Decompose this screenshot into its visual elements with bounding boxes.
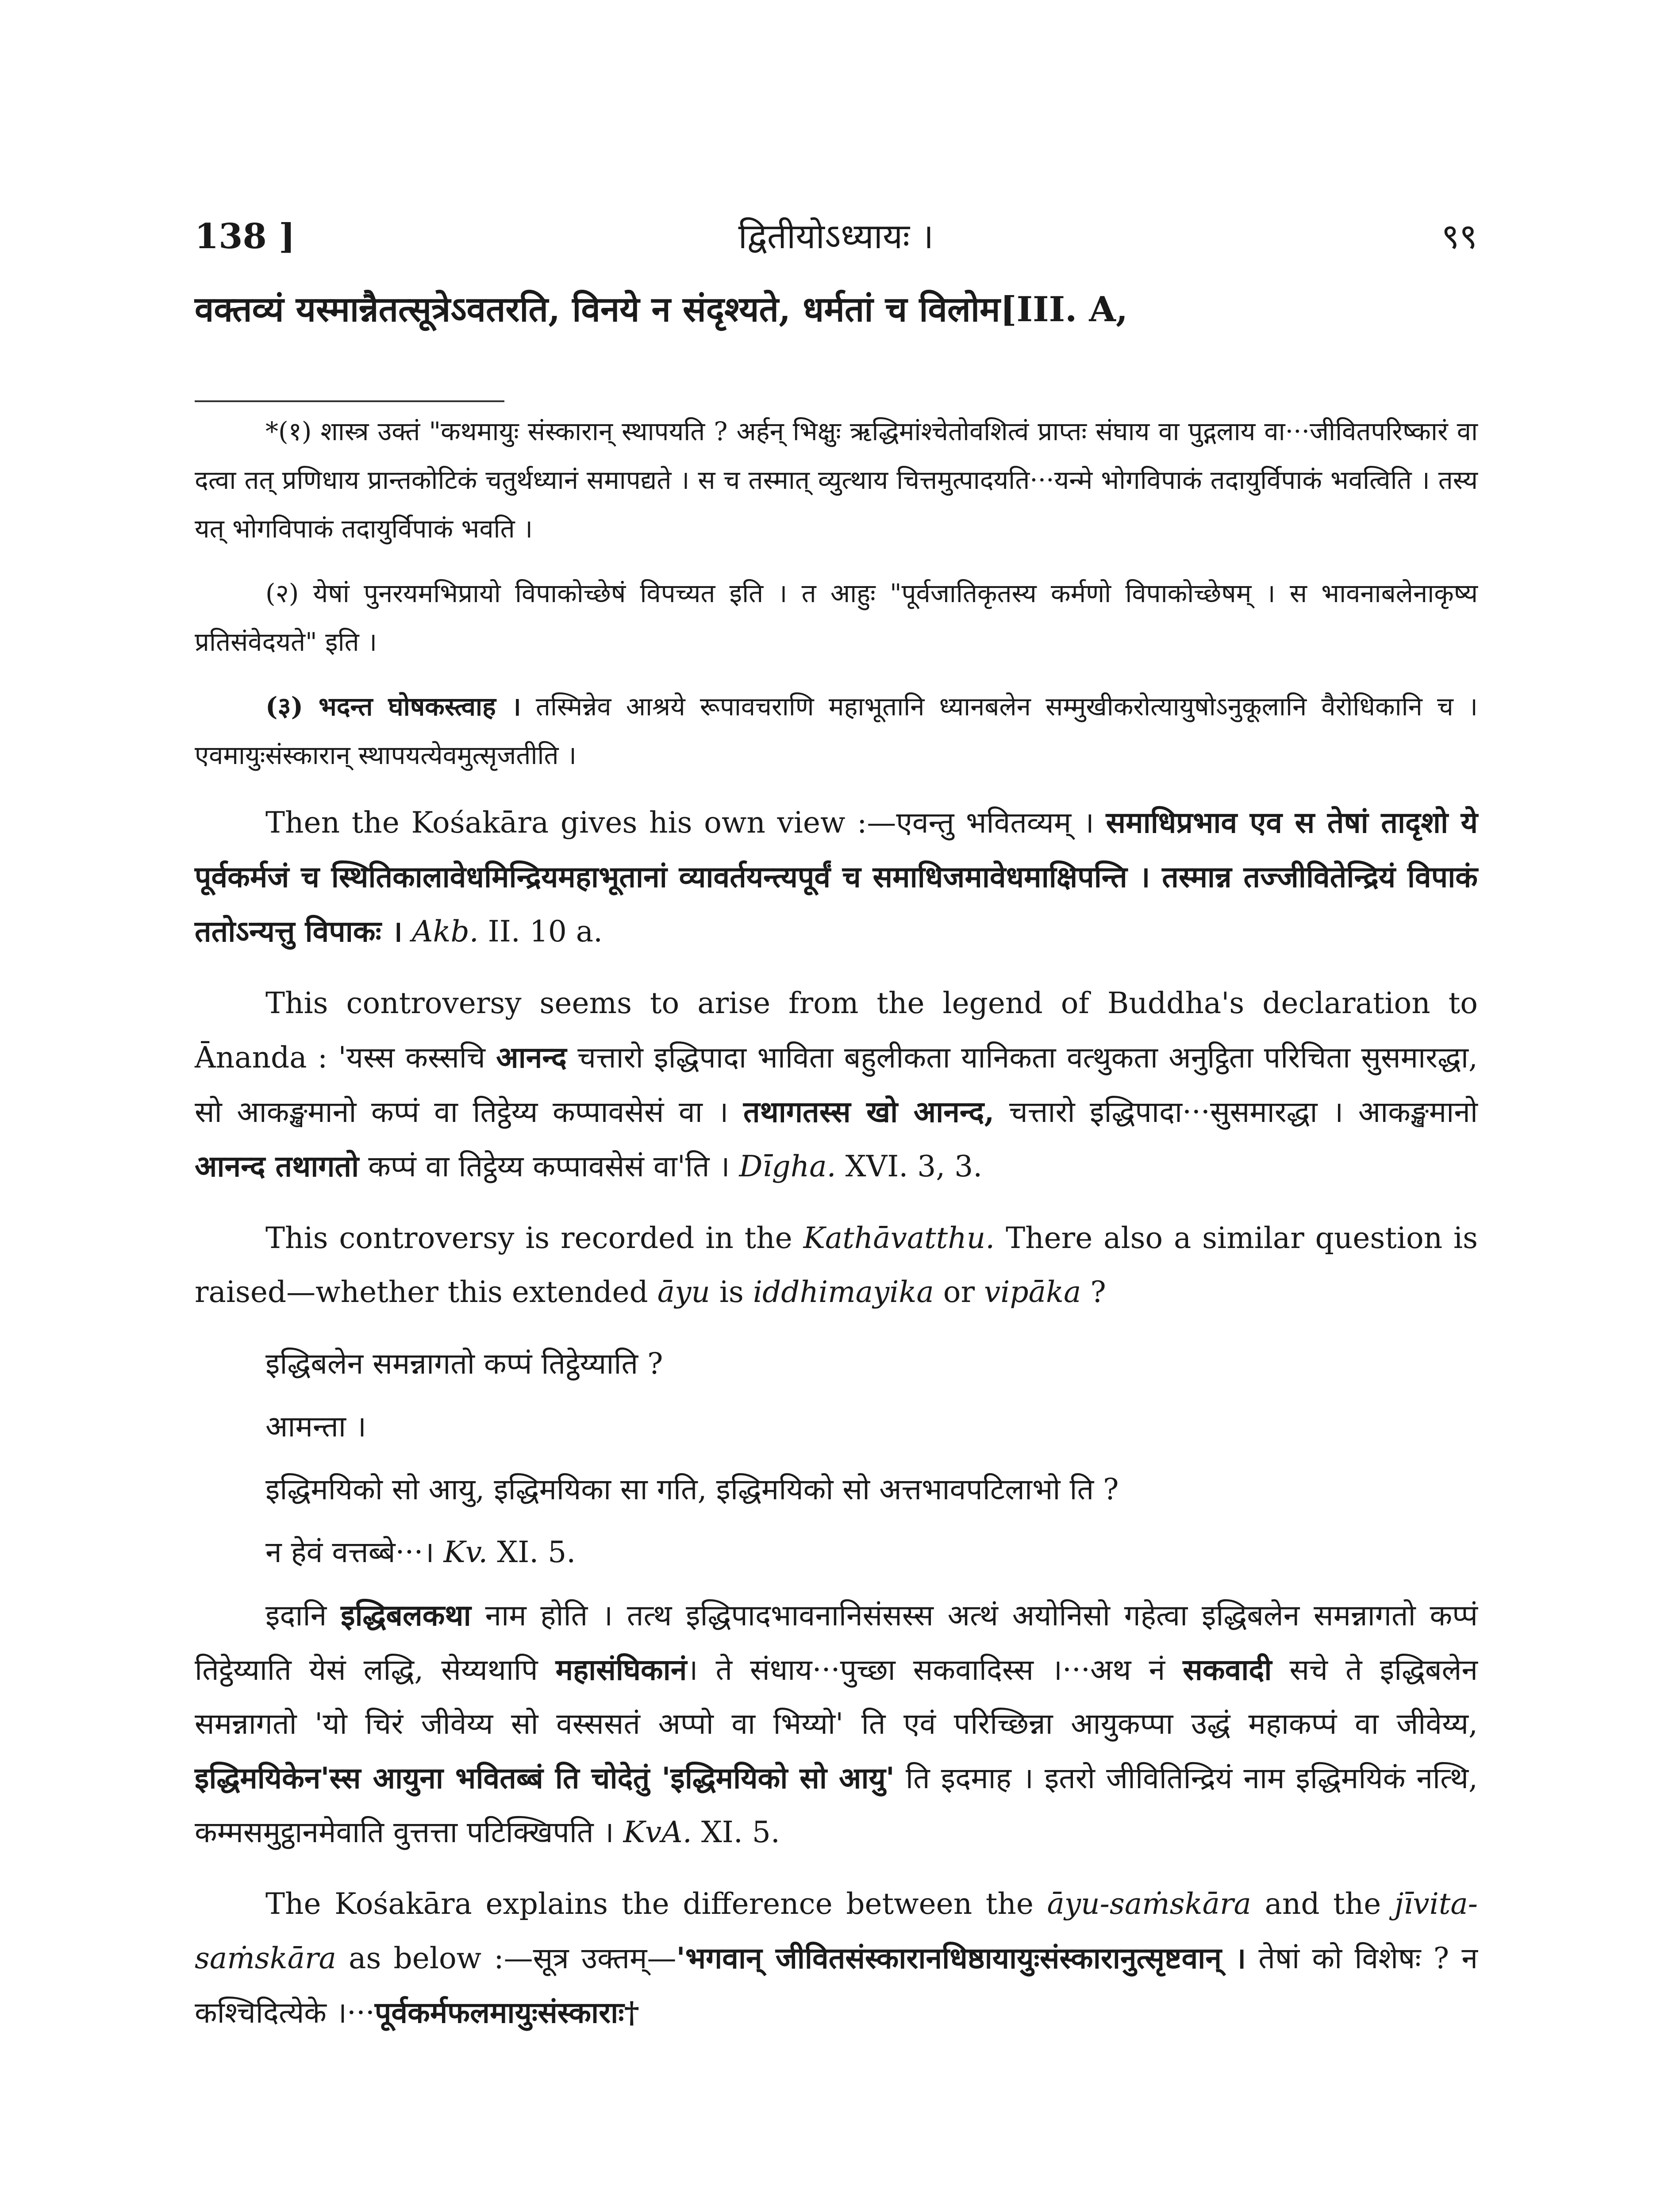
p5-mid-2: as below :—सूत्र उक्तम्— [336, 1941, 676, 1975]
p2-mid-1: चत्तारो इद्धिपादा भाविता बहुलीकता यानिकता वत्थुकता अनुट्ठिता परिचिता सुसमारद्धा, सो आकङ्खमानो कप्पं वा तिट्ठेय्य कप्पावसेसं वा । [195, 1041, 1478, 1129]
p4-ref-tail: XI. 5. [692, 1815, 780, 1849]
p1-ref: Akb. [411, 914, 479, 949]
p4-bold-3: सकवादी [1183, 1652, 1272, 1687]
paragraph-controversy [195, 976, 1478, 1194]
p5-italic-1: āyu-saṁskāra [1047, 1887, 1251, 1921]
p2-bold-2: तथागतस्स खो आनन्द, [743, 1094, 995, 1129]
p3-italic-2: āyu [657, 1275, 710, 1309]
p5-italic-2: jīvita-saṁskāra [195, 1887, 1478, 1975]
dialogue-line-4-ref: Kv. [443, 1535, 488, 1569]
running-header [195, 212, 1477, 261]
p3-mid-3: or [934, 1275, 984, 1309]
p4-mid-2: । ते संधाय···पुच्छा सकवादिस्स ।···अथ नं [687, 1653, 1183, 1687]
dialogue-line-3: इद्धिमयिको सो आयु, इद्धिमयिका सा गति, इद्धिमयिको सो अत्तभावपटिलाभो ति ? [265, 1472, 1119, 1506]
p2-tail: कप्पं वा तिट्ठेय्य कप्पावसेसं वा'ति । [359, 1149, 739, 1183]
p5-mid-1: and the [1251, 1887, 1395, 1921]
p2-ref-tail: XVI. 3, 3. [836, 1149, 983, 1183]
p2-lead: This controversy seems to arise from the legend of Buddha's declaration to Ānanda : 'यस्स कस्सचि [195, 986, 1478, 1075]
p2-ref: Dīgha. [739, 1149, 836, 1183]
footnote-3-text: तस्मिन्नेव आश्रये रूपावचराणि महाभूतानि ध्यानबलेन सम्मुखीकरोत्यायुषोऽनुकूलानि वैरोधिकानि च । एवमायुःसंस्कारान् स्थापयत्येवमुत्सृजतीति । [195, 691, 1478, 770]
p3-italic-1: Kathāvatthu. [803, 1221, 995, 1255]
p2-bold-3: आनन्द तथागतो [195, 1149, 359, 1183]
p5-bold-2: पूर्वकर्मफलमायुःसंस्काराः† [374, 1995, 640, 2030]
paragraph-ayu-jivita-difference [195, 1877, 1478, 2040]
page-number: 138 ] [195, 216, 295, 257]
chapter-title: द्वितीयोऽध्यायः । [738, 217, 934, 257]
dialogue-line-4 [265, 1525, 1478, 1579]
p4-ref: KvA. [623, 1815, 692, 1849]
p3-mid-2: is [710, 1275, 753, 1309]
footnote-1: *(१) शास्त्र उक्तं "कथमायुः संस्कारान् स्थापयति ? अर्हन् भिक्षुः ऋद्धिमांश्चेतोवशित्वं प्राप्तः संघाय वा पुद्गलाय वा···जीवितपरिष्कारं वा दत्वा तत् प्रणिधाय प्रान्तकोटिकं चतुर्थध्यानं समापद्यते । स च तस्मात् व्युत्थाय चित्तमुत्पादयति···यन्मे भोगविपाकं तदायुर्विपाकं भवत्विति । तस्य यत् भोगविपाकं तदायुर्विपाकं भवति । [195, 416, 1478, 544]
paragraph-iddhibala-katha [195, 1588, 1478, 1859]
p2-bold-1: आनन्द [496, 1040, 567, 1075]
main-text [195, 407, 1478, 2058]
p3-lead: This controversy is recorded in the [265, 1221, 803, 1255]
p3-italic-3: iddhimayika [753, 1275, 934, 1309]
p3-tail: ? [1081, 1275, 1106, 1309]
dialogue-line-4-text: न हेवं वत्तब्बे···। [265, 1535, 444, 1569]
p4-bold-2: महासंघिकानं [555, 1652, 687, 1687]
footnote-rule [195, 400, 504, 402]
p4-mid-4: ति इदमाह । इतरो जीवितिन्द्रियं नाम इद्धिमयिकं नत्थि, कम्मसमुट्ठानमेवाति वुत्तत्ता पटिक्खिपति । [195, 1761, 1478, 1849]
dialogue-line-1: इद्धिबलेन समन्नागतो कप्पं तिट्ठेय्याति ? [265, 1347, 663, 1381]
footnote-3 [195, 682, 1478, 780]
p2-mid-2: चत्तारो इद्धिपादा···सुसमारद्धा । आकङ्खमानो [994, 1095, 1478, 1129]
dialogue-line-4-tail: XI. 5. [488, 1535, 576, 1569]
paragraph-kosakara-view [195, 795, 1478, 959]
dialogue-line-2: आमन्ता । [265, 1409, 366, 1444]
p4-mid-1: नाम होति । तत्थ इद्धिपादभावनानिसंसस्स अत्थं अयोनिसो गहेत्वा इद्धिबलेन समन्नागतो कप्पं तिट्ठेय्याति येसं लद्धि, सेय्यथापि [195, 1598, 1478, 1687]
p1-quote: समाधिप्रभाव एव स तेषां तादृशो ये पूर्वकर्मजं च स्थितिकालावेधमिन्द्रियमहाभूतानां व्यावर्तयन्त्यपूर्वं च समाधिजमावेधमाक्षिपन्ति । तस्मान्न तज्जीवितेन्द्रियं विपाकं ततोऽन्यत्तु विपाकः । [195, 805, 1478, 949]
devanagari-page-number: ९९ [1441, 217, 1477, 257]
p4-bold-4: इद्धिमयिकेन'स्स आयुना भवितब्बं ति चोदेतुं 'इद्धिमयिको सो आयु' [195, 1761, 895, 1795]
p5-lead: The Kośakāra explains the difference between the [265, 1887, 1047, 1921]
footnote-3-speaker: (३) भदन्त घोषकस्त्वाह । [265, 691, 521, 722]
p4-bold-1: इद्धिबलकथा [341, 1598, 471, 1632]
p1-ref-tail: II. 10 a. [478, 914, 603, 949]
p5-mid-3: तेषां को विशेषः ? न कश्चिदित्येके ।··· [195, 1941, 1478, 2030]
p4-mid-3: सचे ते इद्धिबलेन समन्नागतो 'यो चिरं जीवेय्य सो वस्ससतं अप्पो वा भिय्यो' ति एवं परिच्छिन्ना आयुकप्पा उद्धं महाकप्पं वा जीवेय्य, [195, 1653, 1478, 1741]
section-subtitle: वक्तव्यं यस्मान्नैतत्सूत्रेऽवतरति, विनये न संदृश्यते, धर्मतां च विलोम[III. A, [195, 289, 1128, 330]
p5-bold-1: 'भगवान् जीवितसंस्कारानधिष्ठायायुःसंस्कारानुत्सृष्टवान् । [676, 1941, 1246, 1975]
p4-lead: इदानि [265, 1598, 341, 1632]
paragraph-kathavatthu [195, 1211, 1478, 1319]
footnote-2: (२) येषां पुनरयमभिप्रायो विपाकोच्छेषं विपच्यत इति । त आहुः "पूर्वजातिकृतस्य कर्मणो विपाकोच्छेषम् । स भावनाबलेनाकृष्य प्रतिसंवेदयते" इति । [195, 578, 1478, 657]
p3-italic-4: vipāka [984, 1275, 1081, 1309]
quoted-dialogue [265, 1337, 1478, 1579]
p3-mid: There also a similar question is raised—whether this extended [195, 1221, 1478, 1309]
p1-lead: Then the Kośakāra gives his own view :—एवन्तु भवितव्यम् । [265, 806, 1106, 840]
